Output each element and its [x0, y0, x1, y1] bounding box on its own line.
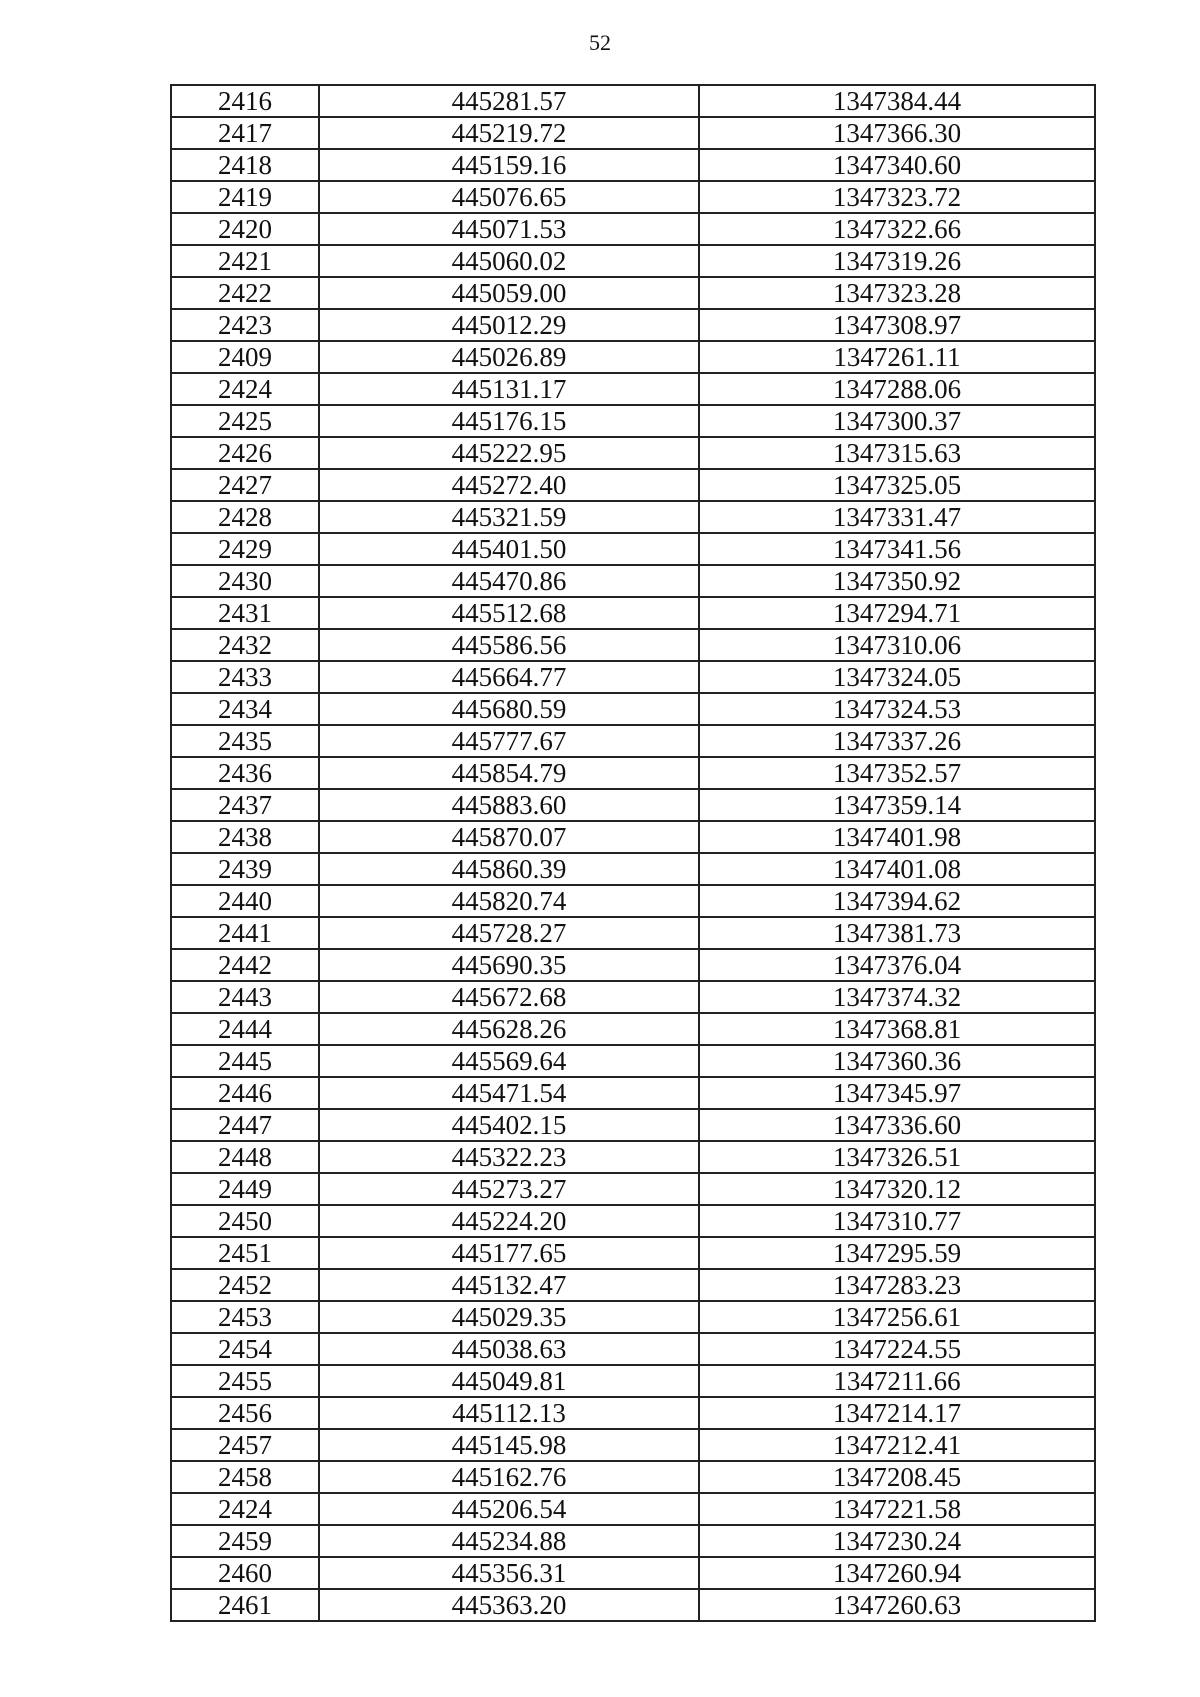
x-coordinate-cell: 445273.27: [319, 1173, 699, 1205]
point-id-cell: 2456: [171, 1397, 319, 1429]
y-coordinate-cell: 1347256.61: [699, 1301, 1095, 1333]
table-row: [171, 1269, 1095, 1301]
table-row: [171, 565, 1095, 597]
y-coordinate-cell: 1347324.53: [699, 693, 1095, 725]
y-coordinate-cell: 1347322.66: [699, 213, 1095, 245]
point-id-cell: 2458: [171, 1461, 319, 1493]
table-row: [171, 1365, 1095, 1397]
y-coordinate-cell: 1347323.28: [699, 277, 1095, 309]
x-coordinate-cell: 445159.16: [319, 149, 699, 181]
x-coordinate-cell: 445162.76: [319, 1461, 699, 1493]
point-id-cell: 2460: [171, 1557, 319, 1589]
table-row: [171, 1397, 1095, 1429]
y-coordinate-cell: 1347211.66: [699, 1365, 1095, 1397]
y-coordinate-cell: 1347324.05: [699, 661, 1095, 693]
x-coordinate-cell: 445728.27: [319, 917, 699, 949]
x-coordinate-cell: 445820.74: [319, 885, 699, 917]
x-coordinate-cell: 445628.26: [319, 1013, 699, 1045]
point-id-cell: 2428: [171, 501, 319, 533]
y-coordinate-cell: 1347336.60: [699, 1109, 1095, 1141]
table-row: [171, 1141, 1095, 1173]
table-row: [171, 853, 1095, 885]
table-row: [171, 533, 1095, 565]
x-coordinate-cell: 445076.65: [319, 181, 699, 213]
x-coordinate-cell: 445672.68: [319, 981, 699, 1013]
y-coordinate-cell: 1347331.47: [699, 501, 1095, 533]
table-row: [171, 1013, 1095, 1045]
table-row: [171, 149, 1095, 181]
table-row: [171, 1173, 1095, 1205]
y-coordinate-cell: 1347350.92: [699, 565, 1095, 597]
x-coordinate-cell: 445586.56: [319, 629, 699, 661]
table-row: [171, 469, 1095, 501]
y-coordinate-cell: 1347352.57: [699, 757, 1095, 789]
point-id-cell: 2429: [171, 533, 319, 565]
x-coordinate-cell: 445145.98: [319, 1429, 699, 1461]
x-coordinate-cell: 445234.88: [319, 1525, 699, 1557]
point-id-cell: 2455: [171, 1365, 319, 1397]
table-row: [171, 1045, 1095, 1077]
point-id-cell: 2452: [171, 1269, 319, 1301]
x-coordinate-cell: 445112.13: [319, 1397, 699, 1429]
table-row: [171, 245, 1095, 277]
x-coordinate-cell: 445059.00: [319, 277, 699, 309]
point-id-cell: 2431: [171, 597, 319, 629]
y-coordinate-cell: 1347337.26: [699, 725, 1095, 757]
y-coordinate-cell: 1347340.60: [699, 149, 1095, 181]
point-id-cell: 2427: [171, 469, 319, 501]
x-coordinate-cell: 445281.57: [319, 85, 699, 117]
y-coordinate-cell: 1347341.56: [699, 533, 1095, 565]
x-coordinate-cell: 445026.89: [319, 341, 699, 373]
x-coordinate-cell: 445176.15: [319, 405, 699, 437]
x-coordinate-cell: 445569.64: [319, 1045, 699, 1077]
point-id-cell: 2422: [171, 277, 319, 309]
point-id-cell: 2442: [171, 949, 319, 981]
x-coordinate-cell: 445356.31: [319, 1557, 699, 1589]
point-id-cell: 2438: [171, 821, 319, 853]
x-coordinate-cell: 445470.86: [319, 565, 699, 597]
x-coordinate-cell: 445029.35: [319, 1301, 699, 1333]
y-coordinate-cell: 1347323.72: [699, 181, 1095, 213]
point-id-cell: 2444: [171, 1013, 319, 1045]
point-id-cell: 2443: [171, 981, 319, 1013]
point-id-cell: 2417: [171, 117, 319, 149]
x-coordinate-cell: 445883.60: [319, 789, 699, 821]
table-row: [171, 917, 1095, 949]
coordinates-table: [170, 84, 1096, 1622]
y-coordinate-cell: 1347394.62: [699, 885, 1095, 917]
point-id-cell: 2435: [171, 725, 319, 757]
point-id-cell: 2447: [171, 1109, 319, 1141]
table-row: [171, 341, 1095, 373]
point-id-cell: 2424: [171, 373, 319, 405]
table-row: [171, 725, 1095, 757]
point-id-cell: 2424: [171, 1493, 319, 1525]
point-id-cell: 2432: [171, 629, 319, 661]
table-row: [171, 1493, 1095, 1525]
y-coordinate-cell: 1347326.51: [699, 1141, 1095, 1173]
y-coordinate-cell: 1347319.26: [699, 245, 1095, 277]
x-coordinate-cell: 445177.65: [319, 1237, 699, 1269]
y-coordinate-cell: 1347288.06: [699, 373, 1095, 405]
table-row: [171, 1301, 1095, 1333]
point-id-cell: 2420: [171, 213, 319, 245]
x-coordinate-cell: 445060.02: [319, 245, 699, 277]
point-id-cell: 2425: [171, 405, 319, 437]
x-coordinate-cell: 445363.20: [319, 1589, 699, 1621]
y-coordinate-cell: 1347345.97: [699, 1077, 1095, 1109]
x-coordinate-cell: 445038.63: [319, 1333, 699, 1365]
table-row: [171, 309, 1095, 341]
table-row: [171, 789, 1095, 821]
y-coordinate-cell: 1347368.81: [699, 1013, 1095, 1045]
point-id-cell: 2461: [171, 1589, 319, 1621]
table-row: [171, 1429, 1095, 1461]
y-coordinate-cell: 1347295.59: [699, 1237, 1095, 1269]
table-row: [171, 1237, 1095, 1269]
table-row: [171, 981, 1095, 1013]
table-row: [171, 213, 1095, 245]
y-coordinate-cell: 1347325.05: [699, 469, 1095, 501]
y-coordinate-cell: 1347221.58: [699, 1493, 1095, 1525]
y-coordinate-cell: 1347374.32: [699, 981, 1095, 1013]
point-id-cell: 2454: [171, 1333, 319, 1365]
y-coordinate-cell: 1347261.11: [699, 341, 1095, 373]
point-id-cell: 2419: [171, 181, 319, 213]
table-row: [171, 1589, 1095, 1621]
table-row: [171, 1205, 1095, 1237]
table-row: [171, 181, 1095, 213]
y-coordinate-cell: 1347230.24: [699, 1525, 1095, 1557]
y-coordinate-cell: 1347208.45: [699, 1461, 1095, 1493]
x-coordinate-cell: 445690.35: [319, 949, 699, 981]
y-coordinate-cell: 1347300.37: [699, 405, 1095, 437]
y-coordinate-cell: 1347360.36: [699, 1045, 1095, 1077]
y-coordinate-cell: 1347212.41: [699, 1429, 1095, 1461]
x-coordinate-cell: 445224.20: [319, 1205, 699, 1237]
point-id-cell: 2409: [171, 341, 319, 373]
y-coordinate-cell: 1347310.06: [699, 629, 1095, 661]
point-id-cell: 2426: [171, 437, 319, 469]
table-row: [171, 1525, 1095, 1557]
table-row: [171, 693, 1095, 725]
point-id-cell: 2441: [171, 917, 319, 949]
x-coordinate-cell: 445870.07: [319, 821, 699, 853]
y-coordinate-cell: 1347401.08: [699, 853, 1095, 885]
x-coordinate-cell: 445219.72: [319, 117, 699, 149]
table-row: [171, 1109, 1095, 1141]
y-coordinate-cell: 1347384.44: [699, 85, 1095, 117]
point-id-cell: 2437: [171, 789, 319, 821]
point-id-cell: 2436: [171, 757, 319, 789]
x-coordinate-cell: 445402.15: [319, 1109, 699, 1141]
y-coordinate-cell: 1347315.63: [699, 437, 1095, 469]
point-id-cell: 2446: [171, 1077, 319, 1109]
x-coordinate-cell: 445860.39: [319, 853, 699, 885]
point-id-cell: 2457: [171, 1429, 319, 1461]
table-row: [171, 117, 1095, 149]
x-coordinate-cell: 445131.17: [319, 373, 699, 405]
point-id-cell: 2450: [171, 1205, 319, 1237]
y-coordinate-cell: 1347401.98: [699, 821, 1095, 853]
table-row: [171, 629, 1095, 661]
point-id-cell: 2449: [171, 1173, 319, 1205]
table-row: [171, 661, 1095, 693]
y-coordinate-cell: 1347359.14: [699, 789, 1095, 821]
y-coordinate-cell: 1347260.63: [699, 1589, 1095, 1621]
y-coordinate-cell: 1347381.73: [699, 917, 1095, 949]
x-coordinate-cell: 445680.59: [319, 693, 699, 725]
x-coordinate-cell: 445049.81: [319, 1365, 699, 1397]
table-row: [171, 1557, 1095, 1589]
x-coordinate-cell: 445012.29: [319, 309, 699, 341]
x-coordinate-cell: 445321.59: [319, 501, 699, 533]
table-row: [171, 501, 1095, 533]
y-coordinate-cell: 1347320.12: [699, 1173, 1095, 1205]
point-id-cell: 2418: [171, 149, 319, 181]
page-number: 52: [589, 30, 611, 55]
x-coordinate-cell: 445322.23: [319, 1141, 699, 1173]
point-id-cell: 2423: [171, 309, 319, 341]
x-coordinate-cell: 445132.47: [319, 1269, 699, 1301]
x-coordinate-cell: 445222.95: [319, 437, 699, 469]
point-id-cell: 2459: [171, 1525, 319, 1557]
y-coordinate-cell: 1347366.30: [699, 117, 1095, 149]
x-coordinate-cell: 445272.40: [319, 469, 699, 501]
table-row: [171, 597, 1095, 629]
x-coordinate-cell: 445401.50: [319, 533, 699, 565]
x-coordinate-cell: 445854.79: [319, 757, 699, 789]
point-id-cell: 2451: [171, 1237, 319, 1269]
table-row: [171, 949, 1095, 981]
y-coordinate-cell: 1347260.94: [699, 1557, 1095, 1589]
table-row: [171, 277, 1095, 309]
point-id-cell: 2430: [171, 565, 319, 597]
y-coordinate-cell: 1347214.17: [699, 1397, 1095, 1429]
table-row: [171, 1333, 1095, 1365]
x-coordinate-cell: 445206.54: [319, 1493, 699, 1525]
x-coordinate-cell: 445664.77: [319, 661, 699, 693]
y-coordinate-cell: 1347283.23: [699, 1269, 1095, 1301]
y-coordinate-cell: 1347376.04: [699, 949, 1095, 981]
table-row: [171, 437, 1095, 469]
point-id-cell: 2421: [171, 245, 319, 277]
point-id-cell: 2434: [171, 693, 319, 725]
x-coordinate-cell: 445471.54: [319, 1077, 699, 1109]
y-coordinate-cell: 1347310.77: [699, 1205, 1095, 1237]
x-coordinate-cell: 445071.53: [319, 213, 699, 245]
table-row: [171, 373, 1095, 405]
table-row: [171, 1461, 1095, 1493]
table-row: [171, 885, 1095, 917]
table-row: [171, 757, 1095, 789]
point-id-cell: 2440: [171, 885, 319, 917]
point-id-cell: 2416: [171, 85, 319, 117]
table-row: [171, 821, 1095, 853]
point-id-cell: 2433: [171, 661, 319, 693]
point-id-cell: 2453: [171, 1301, 319, 1333]
point-id-cell: 2439: [171, 853, 319, 885]
coordinates-table-body: [171, 85, 1095, 1621]
point-id-cell: 2445: [171, 1045, 319, 1077]
y-coordinate-cell: 1347294.71: [699, 597, 1095, 629]
table-row: [171, 1077, 1095, 1109]
y-coordinate-cell: 1347308.97: [699, 309, 1095, 341]
table-row: [171, 405, 1095, 437]
x-coordinate-cell: 445512.68: [319, 597, 699, 629]
x-coordinate-cell: 445777.67: [319, 725, 699, 757]
point-id-cell: 2448: [171, 1141, 319, 1173]
table-row: [171, 85, 1095, 117]
y-coordinate-cell: 1347224.55: [699, 1333, 1095, 1365]
